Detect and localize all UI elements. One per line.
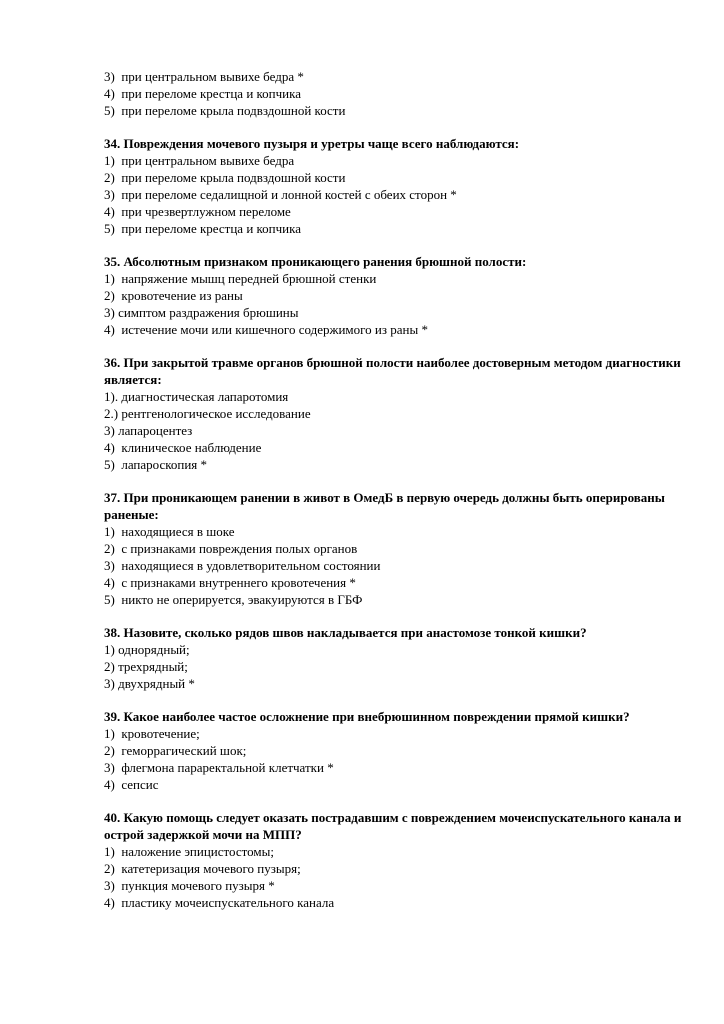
option: 1) наложение эпицистостомы;: [104, 844, 274, 859]
option: 4) истечение мочи или кишечного содержимого из раны *: [104, 322, 428, 337]
option: 1) при центральном вывихе бедра: [104, 153, 295, 168]
question-title: 36. При закрытой травме органов брюшной полости наиболее достоверным методом диагностики является:: [104, 355, 681, 387]
option: 1) однорядный;: [104, 642, 190, 657]
option: 5) при переломе крестца и копчика: [104, 221, 302, 236]
option: 2) кровотечение из раны: [104, 288, 243, 303]
option: 1). диагностическая лапаротомия: [104, 389, 289, 404]
option: 5) лапароскопия *: [104, 457, 208, 472]
question-37: [104, 489, 684, 608]
option: 3) симптом раздражения брюшины: [104, 305, 299, 320]
option: 1) находящиеся в шоке: [104, 524, 235, 539]
option: 3) двухрядный *: [104, 676, 195, 691]
option: 4) при чрезвертлужном переломе: [104, 204, 291, 219]
option: 2) геморрагический шок;: [104, 743, 247, 758]
option: 5) при переломе крыла подвздошной кости: [104, 103, 346, 118]
option: 3) при центральном вывихе бедра *: [104, 69, 304, 84]
option: 2) трехрядный;: [104, 659, 188, 674]
option: 2) катетеризация мочевого пузыря;: [104, 861, 301, 876]
option: 4) с признаками внутреннего кровотечения *: [104, 575, 356, 590]
question-36: [104, 354, 684, 473]
question-title: 39. Какое наиболее частое осложнение при внебрюшинном повреждении прямой кишки?: [104, 709, 630, 724]
option: 1) напряжение мышц передней брюшной стенки: [104, 271, 377, 286]
question-39: [104, 708, 684, 793]
option: 1) кровотечение;: [104, 726, 200, 741]
option: 3) лапароцентез: [104, 423, 193, 438]
question-title: 34. Повреждения мочевого пузыря и уретры чаще всего наблюдаются:: [104, 136, 520, 151]
option: 4) при переломе крестца и копчика: [104, 86, 302, 101]
question-35: [104, 253, 684, 338]
option: 5) никто не оперируется, эвакуируются в ГБФ: [104, 592, 363, 607]
previous-question-tail: [104, 68, 684, 119]
option: 2) при переломе крыла подвздошной кости: [104, 170, 346, 185]
option: 3) находящиеся в удовлетворительном состоянии: [104, 558, 381, 573]
question-38: [104, 624, 684, 692]
option: 3) при переломе седалищной и лонной костей с обеих сторон *: [104, 187, 457, 202]
option: 4) пластику мочеиспускательного канала: [104, 895, 335, 910]
question-title: 38. Назовите, сколько рядов швов накладывается при анастомозе тонкой кишки?: [104, 625, 587, 640]
option: 4) клиническое наблюдение: [104, 440, 262, 455]
option: 3) пункция мочевого пузыря *: [104, 878, 275, 893]
question-40: [104, 809, 684, 911]
option: 3) флегмона параректальной клетчатки *: [104, 760, 334, 775]
question-title: 40. Какую помощь следует оказать пострадавшим с повреждением мочеиспускательного канала и острой задержкой мочи на МПП?: [104, 810, 682, 842]
option: 4) сепсис: [104, 777, 159, 792]
option: 2.) рентгенологическое исследование: [104, 406, 311, 421]
option: 2) с признаками повреждения полых органов: [104, 541, 358, 556]
question-34: [104, 135, 684, 237]
question-title: 35. Абсолютным признаком проникающего ранения брюшной полости:: [104, 254, 527, 269]
question-title: 37. При проникающем ранении в живот в ОмедБ в первую очередь должны быть оперированы раненые:: [104, 490, 665, 522]
document-page: [104, 68, 684, 911]
